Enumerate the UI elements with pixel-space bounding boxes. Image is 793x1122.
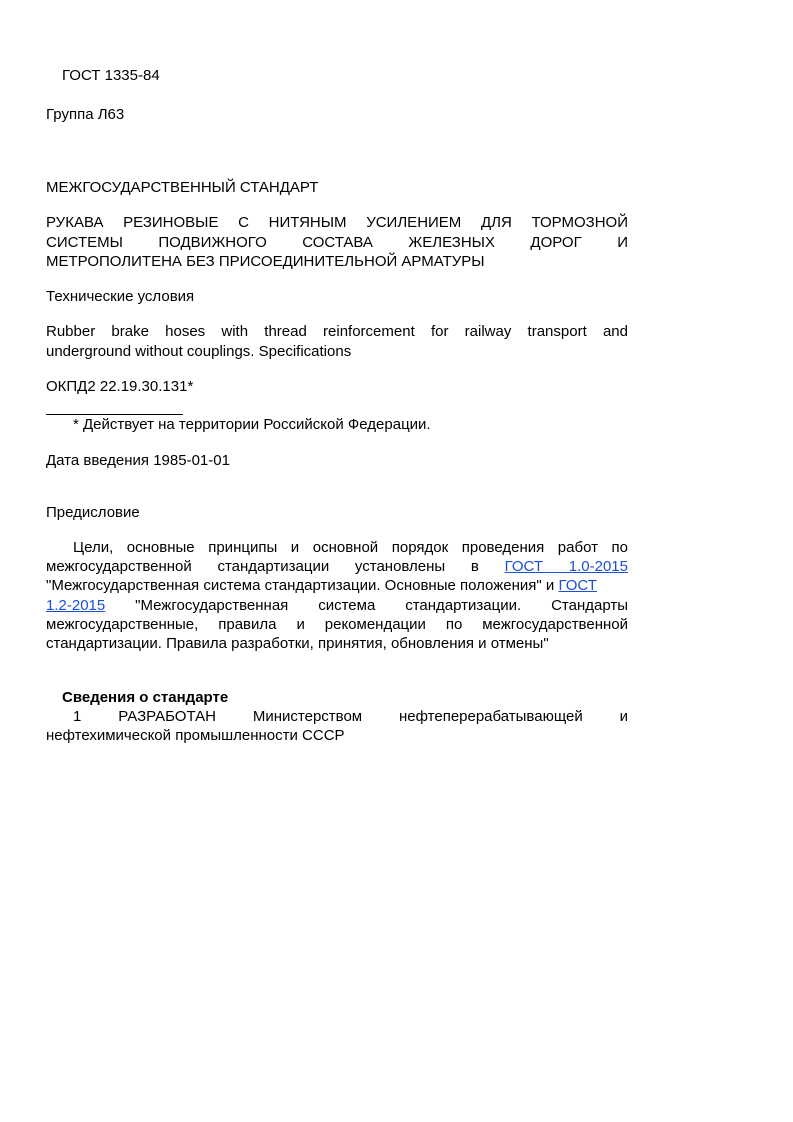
foreword-line-6: стандартизации. Правила разработки, принятия, обновления и отмены": [46, 635, 549, 652]
intro-date: Дата введения 1985-01-01: [46, 452, 230, 469]
title-ru-line-2: СИСТЕМЫ ПОДВИЖНОГО СОСТАВА ЖЕЛЕЗНЫХ ДОРОГ И: [46, 234, 628, 251]
foreword-line-3: [46, 576, 628, 595]
info-item-1-line-2: нефтехимической промышленности СССР: [46, 727, 345, 744]
foreword-line-4: [46, 596, 628, 615]
gost-1-2-2015-link-part1[interactable]: ГОСТ: [558, 577, 597, 594]
gost-number: ГОСТ 1335-84: [62, 67, 160, 84]
subtitle: Технические условия: [46, 288, 195, 305]
info-heading: Сведения о стандарте: [62, 689, 229, 706]
title-en-line-2: underground without couplings. Specifications: [46, 343, 352, 360]
gost-1-2-2015-link-part2[interactable]: 1.2-2015: [46, 597, 106, 614]
foreword-line-1: Цели, основные принципы и основной порядок проведения работ по: [73, 539, 628, 556]
info-item-1-line-1: 1 РАЗРАБОТАН Министерством нефтеперерабатывающей и: [73, 708, 628, 725]
gost-1-0-2015-link[interactable]: ГОСТ 1.0-2015: [504, 558, 628, 575]
title-ru-line-3: МЕТРОПОЛИТЕНА БЕЗ ПРИСОЕДИНИТЕЛЬНОЙ АРМАТУРЫ: [46, 253, 485, 270]
foreword-heading: Предисловие: [46, 504, 140, 521]
standard-type: МЕЖГОСУДАРСТВЕННЫЙ СТАНДАРТ: [46, 179, 319, 196]
foreword-line-4-text: "Межгосударственная система стандартизации. Стандарты: [135, 597, 628, 614]
foreword-line-2-text: межгосударственной стандартизации установлены в: [46, 558, 479, 575]
foreword-line-2: [46, 557, 628, 576]
title-ru-line-1: РУКАВА РЕЗИНОВЫЕ С НИТЯНЫМ УСИЛЕНИЕМ ДЛЯ ТОРМОЗНОЙ: [46, 214, 628, 231]
okpd-code: ОКПД2 22.19.30.131*: [46, 378, 194, 395]
title-en-line-1: Rubber brake hoses with thread reinforcement for railway transport and: [46, 323, 628, 340]
foreword-line-5: межгосударственные, правила и рекомендации по межгосударственной: [46, 616, 628, 633]
foreword-line-3-text: "Межгосударственная система стандартизации. Основные положения" и: [46, 577, 555, 594]
footnote: * Действует на территории Российской Федерации.: [73, 416, 431, 433]
group-label: Группа Л63: [46, 106, 125, 123]
